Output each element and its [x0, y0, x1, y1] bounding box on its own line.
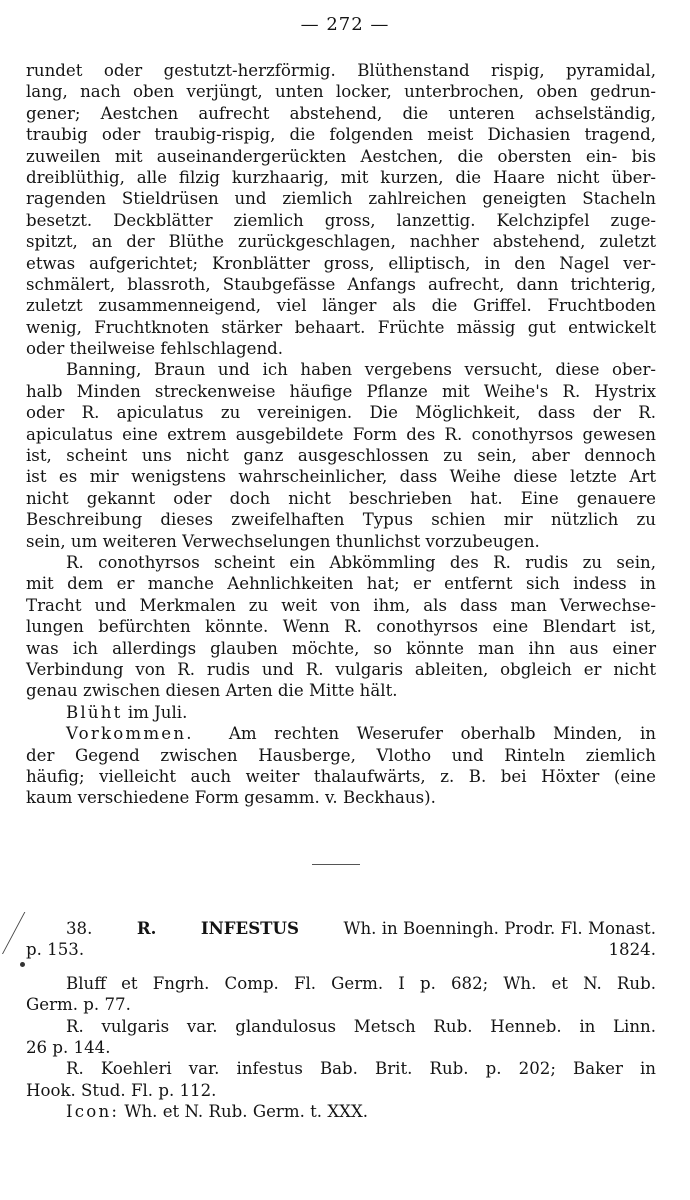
occurrence-text: Am rechten Weserufer oberhalb Minden, in	[228, 724, 656, 744]
text-line: lungen befürchten könnte. Wenn R. conothyrsos eine Blendart ist,	[26, 617, 656, 637]
text-line: dreiblüthig, alle filzig kurzhaarig, mit kurzen, die Haare nicht über-	[26, 167, 656, 187]
text-line: ragenden Stieldrüsen und ziemlich zahlreichen geneigten Stacheln	[26, 189, 656, 209]
text-line: wenig, Fruchtknoten stärker behaart. Früchte mässig gut entwickelt	[26, 317, 656, 337]
entry-citation: Wh. in Boenningh. Prodr. Fl. Monast.	[343, 919, 656, 938]
text-line: mit dem er manche Aehnlichkeiten hat; er entfernt sich indess in	[26, 574, 656, 594]
flowering-text: im Juli.	[127, 702, 188, 722]
text-line: oder R. apiculatus zu vereinigen. Die Möglichkeit, dass der R.	[26, 403, 656, 423]
entry-species-name: INFESTUS	[200, 918, 299, 938]
section-divider	[312, 864, 360, 865]
synonym-line: R. vulgaris var. glandulosus Metsch Rub. Henneb. in Linn.	[66, 1016, 656, 1036]
synonym-line: Bluff et Fngrh. Comp. Fl. Germ. I p. 682; Wh. et N. Rub.	[66, 973, 656, 993]
flowering-line	[26, 702, 656, 723]
synonym-line: Hook. Stud. Fl. p. 112.	[26, 1080, 217, 1100]
entry-heading-continued	[26, 939, 656, 960]
entry-heading	[26, 918, 656, 939]
text-line: Banning, Braun und ich haben vergebens versucht, diese ober-	[66, 360, 656, 380]
synonym-line: R. Koehleri var. infestus Bab. Brit. Rub. p. 202; Baker in	[66, 1059, 656, 1079]
text-line: halb Minden streckenweise häufige Pflanze mit Weihe's R. Hystrix	[26, 381, 656, 401]
icon-reference-line	[26, 1101, 656, 1122]
text-line: zuweilen mit auseinandergerückten Aestchen, die obersten ein- bis	[26, 146, 656, 166]
text-line: spitzt, an der Blüthe zurückgeschlagen, nachher abstehend, zuletzt	[26, 232, 656, 252]
text-line: Tracht und Merkmalen zu weit von ihm, als dass man Verwechse-	[26, 595, 656, 615]
occurrence-line	[26, 723, 656, 744]
entry-page: p. 153.	[26, 940, 85, 960]
margin-ink-dot	[20, 962, 25, 967]
text-line: gener; Aestchen aufrecht abstehend, die unteren achselständig,	[26, 103, 656, 123]
text-line: sein, um weiteren Verwechselungen thunlichst vorzubeugen.	[26, 531, 540, 551]
icon-reference-text: Wh. et N. Rub. Germ. t. XXX.	[124, 1102, 369, 1122]
text-line: häufig; vielleicht auch weiter thalaufwärts, z. B. bei Höxter (eine	[26, 766, 656, 786]
text-line: oder theilweise fehlschlagend.	[26, 339, 284, 359]
icon-reference-label: Icon:	[66, 1102, 120, 1122]
flowering-label: Blüht	[66, 702, 123, 722]
text-line: lang, nach oben verjüngt, unten locker, unterbrochen, oben gedrun-	[26, 82, 656, 102]
text-line: der Gegend zwischen Hausberge, Vlotho und Rinteln ziemlich	[26, 745, 656, 765]
text-line: ist, scheint uns nicht ganz ausgeschlossen zu sein, aber dennoch	[26, 446, 656, 466]
text-line: traubig oder traubig-rispig, die folgenden meist Dichasien tragend,	[26, 125, 656, 145]
text-line: was ich allerdings glauben möchte, so könnte man ihn aus einer	[26, 638, 656, 658]
text-line: Beschreibung dieses zweifelhaften Typus schien mir nützlich zu	[26, 510, 656, 530]
text-line: Verbindung von R. rudis und R. vulgaris ableiten, obgleich er nicht	[26, 659, 656, 679]
text-line: R. conothyrsos scheint ein Abkömmling des R. rudis zu sein,	[66, 552, 656, 572]
text-line: genau zwischen diesen Arten die Mitte hält.	[26, 681, 398, 701]
text-line: rundet oder gestutzt-herzförmig. Blüthenstand rispig, pyramidal,	[26, 61, 656, 80]
entry-genus: R.	[136, 918, 157, 938]
text-line: besetzt. Deckblätter ziemlich gross, lanzettig. Kelchzipfel zuge-	[26, 210, 656, 230]
species-entry-38	[26, 918, 656, 1123]
text-line: ist es mir wenigstens wahrscheinlicher, dass Weihe diese letzte Art	[26, 467, 656, 487]
text-line: nicht gekannt oder doch nicht beschrieben hat. Eine genauere	[26, 488, 656, 508]
entry-number: 38.	[66, 919, 93, 938]
text-line: etwas aufgerichtet; Kronblätter gross, elliptisch, in den Nagel ver-	[26, 253, 656, 273]
text-line: schmälert, blassroth, Staubgefässe Anfangs aufrecht, dann trichterig,	[26, 274, 656, 294]
text-line: apiculatus eine extrem ausgebildete Form des R. conothyrsos gewesen	[26, 424, 656, 444]
synonym-line: 26 p. 144.	[26, 1037, 111, 1057]
page-number: — 272 —	[300, 14, 390, 35]
species-description-text	[26, 60, 656, 809]
text-line: kaum verschiedene Form gesamm. v. Beckhaus).	[26, 788, 436, 808]
synonym-line: Germ. p. 77.	[26, 995, 131, 1015]
occurrence-label: Vorkommen.	[66, 724, 194, 744]
text-line: zuletzt zusammenneigend, viel länger als die Griffel. Fruchtboden	[26, 296, 656, 316]
entry-year: 1824.	[608, 940, 656, 960]
